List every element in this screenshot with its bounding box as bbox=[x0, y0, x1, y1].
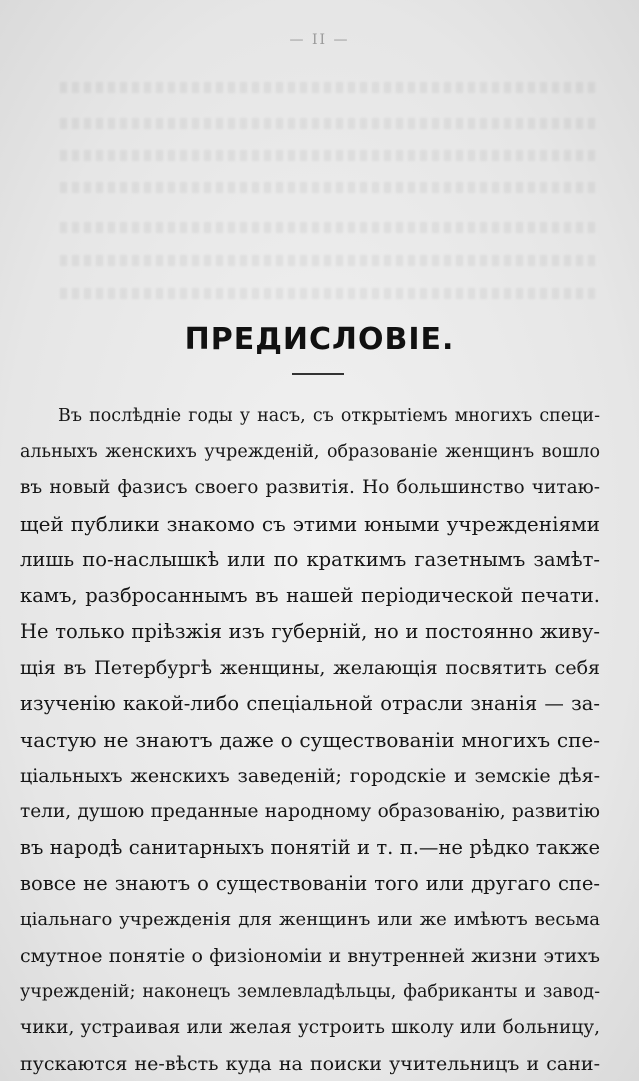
bleed-through-line bbox=[60, 288, 600, 299]
text-line: изученію какой-либо спеціальной отрасли знанія — за- bbox=[20, 692, 600, 715]
text-line: пускаются не-вѣсть куда на поиски учительницъ и сани- bbox=[20, 1053, 600, 1075]
text-line: частую не знаютъ даже о существованіи многихъ спе- bbox=[20, 728, 600, 752]
text-line: въ народѣ санитарныхъ понятій и т. п.—не рѣдко также bbox=[20, 836, 600, 859]
page-title: ПРЕДИСЛОВІЕ. bbox=[184, 322, 455, 357]
text-line: лишь по-наслышкѣ или по краткимъ газетнымъ замѣт- bbox=[20, 548, 600, 571]
text-line: Не только пріѣзжія изъ губерній, но и постоянно живу- bbox=[20, 620, 600, 643]
text-line: Въ послѣдніе годы у насъ, съ открытіемъ многихъ специ- bbox=[58, 406, 600, 426]
text-line: вовсе не знаютъ о существованіи того или другаго спе- bbox=[20, 872, 600, 895]
bleed-through-line bbox=[60, 182, 600, 193]
text-line: учрежденій; наконецъ землевладѣльцы, фабриканты и завод- bbox=[20, 982, 600, 1002]
bleed-through-line bbox=[60, 150, 600, 161]
text-line: тели, душою преданные народному образованію, развитію bbox=[20, 801, 600, 822]
text-line: смутное понятіе о физіономіи и внутренней жизни этихъ bbox=[20, 945, 600, 967]
text-line: щей публики знакомо съ этими юными учрежденіями bbox=[20, 512, 600, 536]
title-divider bbox=[292, 373, 344, 375]
bleed-through-line bbox=[60, 118, 600, 129]
bleed-through-line bbox=[60, 82, 600, 93]
text-line: ціальнаго учрежденія для женщинъ или же имѣютъ весьма bbox=[20, 909, 600, 930]
text-line: альныхъ женскихъ учрежденій, образованіе женщинъ вошло bbox=[20, 442, 600, 462]
bleed-through-line bbox=[60, 255, 600, 266]
text-line: въ новый фазисъ своего развитія. Но большинство читаю- bbox=[20, 477, 600, 498]
text-line: ціальныхъ женскихъ заведеній; городскіе и земскіе дѣя- bbox=[20, 765, 600, 787]
bleed-through-line bbox=[60, 222, 600, 233]
text-line: камъ, разбросаннымъ въ нашей періодической печати. bbox=[20, 584, 600, 607]
text-line: чики, устраивая или желая устроить школу или больницу, bbox=[20, 1017, 600, 1038]
page-number: — II — bbox=[289, 32, 350, 48]
text-line: щія въ Петербургѣ женщины, желающія посвятить себя bbox=[20, 657, 600, 679]
